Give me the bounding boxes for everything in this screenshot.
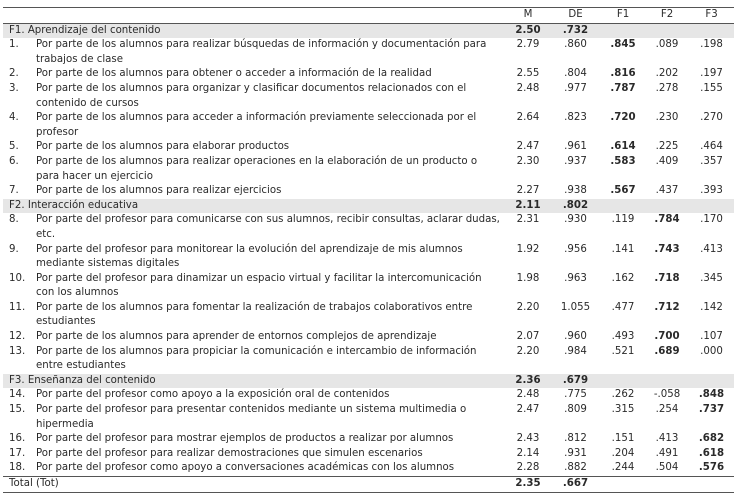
- item-label: [3, 140, 506, 155]
- item-text: Por parte del profesor para comunicarse con sus alumnos, recibir consultas, aclarar dudas, etc.: [36, 214, 500, 240]
- item-m: 2.20: [516, 345, 540, 357]
- item-f3: .345: [700, 272, 723, 284]
- total-de: .667: [550, 477, 601, 493]
- item-number: 5.: [9, 141, 19, 153]
- item-f3: .357: [700, 155, 723, 167]
- item-cell: [9, 330, 506, 345]
- item-f1: .845: [610, 39, 636, 51]
- item-f1: .204: [611, 447, 635, 459]
- item-f2: .491: [655, 447, 679, 459]
- table-row: [3, 388, 734, 403]
- item-f2: .278: [655, 82, 679, 94]
- item-f2: .437: [655, 185, 679, 197]
- section-row: [3, 23, 734, 38]
- table-row: [3, 82, 734, 111]
- item-number: 13.: [9, 345, 26, 357]
- item-label: [3, 403, 506, 432]
- item-cell: [9, 447, 506, 462]
- item-cell: [9, 243, 506, 272]
- item-number: 16.: [9, 433, 26, 445]
- item-label: [3, 184, 506, 199]
- item-f2: .712: [654, 301, 680, 313]
- item-cell: [9, 388, 506, 403]
- header-f2: F2: [645, 8, 689, 24]
- item-m: 2.30: [516, 155, 540, 167]
- item-m: 2.27: [516, 185, 540, 197]
- section-title: F3. Enseñanza del contenido: [3, 374, 506, 389]
- item-m: 2.47: [516, 404, 540, 416]
- item-text: Por parte de los alumnos para fomentar la realización de trabajos colaborativos entre estudiantes: [36, 301, 473, 328]
- item-f3: .618: [698, 447, 725, 459]
- item-label: [3, 67, 506, 82]
- item-f2: .743: [654, 243, 680, 255]
- item-f3: .682: [698, 433, 725, 445]
- header-row: [3, 8, 734, 24]
- header-m: M: [506, 8, 550, 24]
- item-cell: [9, 432, 506, 447]
- item-f1: .567: [610, 185, 636, 197]
- section-m: 2.11: [506, 199, 550, 214]
- item-f3: .000: [700, 345, 723, 357]
- total-m: 2.35: [506, 477, 550, 493]
- section-title: F1. Aprendizaje del contenido: [3, 23, 506, 38]
- section-f1: [601, 374, 645, 389]
- table-row: [3, 330, 734, 345]
- item-m: 2.64: [516, 112, 540, 124]
- item-m: 2.48: [516, 82, 540, 94]
- item-de: .931: [564, 447, 587, 459]
- item-label: [3, 82, 506, 111]
- item-m: 2.47: [516, 141, 540, 153]
- item-de: .812: [564, 433, 587, 445]
- item-de: 1.055: [560, 301, 591, 313]
- item-cell: [9, 301, 506, 330]
- item-number: 8.: [9, 214, 19, 226]
- table-row: [3, 38, 734, 67]
- table-row: [3, 140, 734, 155]
- item-m: 2.14: [516, 447, 540, 459]
- total-label: Total (Tot): [3, 477, 506, 493]
- item-f3: .155: [700, 82, 723, 94]
- item-cell: [9, 82, 506, 111]
- item-number: 11.: [9, 301, 26, 313]
- item-f2: .254: [655, 404, 679, 416]
- item-de: .963: [564, 272, 587, 284]
- item-f1: .244: [611, 462, 635, 474]
- item-f1: .162: [611, 272, 635, 284]
- item-f2: .718: [654, 272, 680, 284]
- section-title: F2. Interacción educativa: [3, 199, 506, 214]
- table-row: [3, 67, 734, 82]
- item-cell: [9, 403, 506, 432]
- item-cell: [9, 38, 506, 67]
- item-cell: [9, 272, 506, 301]
- item-m: 1.98: [516, 272, 540, 284]
- section-de: .732: [550, 23, 601, 38]
- item-de: .961: [564, 141, 587, 153]
- item-de: .860: [564, 39, 587, 51]
- item-f3: .413: [700, 243, 723, 255]
- item-de: .984: [564, 345, 587, 357]
- item-text: Por parte de los alumnos para realizar operaciones en la elaboración de un producto o para hacer un ejercicio: [36, 155, 478, 182]
- item-label: [3, 213, 506, 242]
- factor-table: [3, 7, 734, 493]
- item-f3: .197: [700, 68, 723, 80]
- item-m: 2.07: [516, 331, 540, 343]
- item-number: 3.: [9, 82, 19, 94]
- item-label: [3, 345, 506, 374]
- item-f1: .614: [610, 141, 636, 153]
- item-number: 6.: [9, 155, 19, 167]
- item-f2: .409: [655, 155, 679, 167]
- total-f3: [689, 477, 734, 493]
- item-cell: [9, 184, 506, 199]
- item-label: [3, 111, 506, 140]
- item-m: 2.79: [516, 39, 540, 51]
- item-text: Por parte del profesor para monitorear la evolución del aprendizaje de mis alumnos mediante sistemas digitales: [36, 243, 463, 270]
- total-f2: [645, 477, 689, 493]
- section-de: .679: [550, 374, 601, 389]
- table-row: [3, 461, 734, 476]
- table-row: [3, 155, 734, 184]
- item-text: Por parte del profesor como apoyo a conversaciones académicas con los alumnos: [36, 462, 455, 474]
- item-f3: .737: [698, 404, 725, 416]
- table-row: [3, 345, 734, 374]
- item-f3: .464: [700, 141, 723, 153]
- item-f1: .787: [610, 82, 636, 94]
- item-cell: [9, 345, 506, 374]
- item-f3: .107: [700, 331, 723, 343]
- section-f3: [689, 374, 734, 389]
- item-number: 10.: [9, 272, 26, 284]
- item-label: [3, 447, 506, 462]
- item-f2: .700: [654, 331, 680, 343]
- item-m: 2.48: [516, 389, 540, 401]
- item-de: .977: [564, 82, 587, 94]
- item-m: 2.31: [516, 214, 540, 226]
- item-f1: .493: [611, 331, 635, 343]
- table-row: [3, 403, 734, 432]
- item-cell: [9, 67, 506, 82]
- item-f2: .689: [654, 345, 680, 357]
- item-f1: .720: [610, 112, 636, 124]
- section-f2: [645, 199, 689, 214]
- section-f1: [601, 23, 645, 38]
- item-f2: .413: [655, 433, 679, 445]
- item-text: Por parte de los alumnos para organizar y clasificar documentos relacionados con el contenido de cursos: [36, 82, 467, 109]
- item-cell: [9, 155, 506, 184]
- section-f2: [645, 23, 689, 38]
- section-f1: [601, 199, 645, 214]
- item-de: .938: [564, 185, 587, 197]
- item-f2: .202: [655, 68, 679, 80]
- item-text: Por parte de los alumnos para realizar búsquedas de información y documentación para trabajos de clase: [36, 39, 487, 65]
- section-f2: [645, 374, 689, 389]
- item-text: Por parte del profesor para realizar demostraciones que simulen escenarios: [36, 447, 423, 459]
- item-f3: .198: [700, 39, 723, 51]
- item-number: 7.: [9, 185, 19, 197]
- item-de: .775: [564, 389, 587, 401]
- item-m: 2.43: [516, 433, 540, 445]
- item-f1: .521: [611, 345, 635, 357]
- item-number: 4.: [9, 112, 19, 124]
- item-f1: .583: [610, 155, 636, 167]
- item-label: [3, 330, 506, 345]
- total-f1: [601, 477, 645, 493]
- item-f2: .089: [655, 39, 679, 51]
- item-text: Por parte del profesor para mostrar ejemplos de productos a realizar por alumnos: [36, 433, 454, 445]
- item-number: 12.: [9, 331, 26, 343]
- table-row: [3, 243, 734, 272]
- item-f1: .119: [611, 214, 635, 226]
- section-f3: [689, 199, 734, 214]
- item-f1: .315: [611, 404, 635, 416]
- table-body: [3, 23, 734, 492]
- header-f1: F1: [601, 8, 645, 24]
- item-m: 2.28: [516, 462, 540, 474]
- header-label: [3, 8, 506, 24]
- item-cell: [9, 111, 506, 140]
- item-m: 2.20: [516, 301, 540, 313]
- item-f2: -.058: [653, 389, 681, 401]
- table-row: [3, 184, 734, 199]
- item-f3: .170: [700, 214, 723, 226]
- item-text: Por parte de los alumnos para propiciar la comunicación e intercambio de información entre estudiantes: [36, 345, 477, 372]
- item-number: 17.: [9, 447, 26, 459]
- table-row: [3, 432, 734, 447]
- item-text: Por parte de los alumnos para acceder a información previamente seleccionada por el profesor: [36, 112, 477, 138]
- item-f2: .504: [655, 462, 679, 474]
- item-f1: .151: [611, 433, 635, 445]
- item-text: Por parte de los alumnos para obtener o acceder a información de la realidad: [36, 68, 432, 80]
- section-f3: [689, 23, 734, 38]
- item-text: Por parte de los alumnos para realizar ejercicios: [36, 185, 282, 197]
- item-number: 14.: [9, 389, 26, 401]
- item-text: Por parte de los alumnos para aprender de entornos complejos de aprendizaje: [36, 331, 437, 343]
- item-f2: .784: [654, 214, 680, 226]
- item-de: .930: [564, 214, 587, 226]
- item-de: .956: [564, 243, 587, 255]
- item-f1: .477: [611, 301, 635, 313]
- item-label: [3, 243, 506, 272]
- section-de: .802: [550, 199, 601, 214]
- item-label: [3, 301, 506, 330]
- section-m: 2.50: [506, 23, 550, 38]
- item-de: .804: [564, 68, 587, 80]
- item-number: 2.: [9, 68, 19, 80]
- item-text: Por parte del profesor para presentar contenidos mediante un sistema multimedia o hipermedia: [36, 404, 467, 430]
- header-f3: F3: [689, 8, 734, 24]
- item-label: [3, 272, 506, 301]
- table-row: [3, 213, 734, 242]
- item-f3: .142: [700, 301, 723, 313]
- item-number: 9.: [9, 243, 19, 255]
- item-cell: [9, 213, 506, 242]
- item-text: Por parte del profesor para dinamizar un espacio virtual y facilitar la intercomunicación con los alumnos: [36, 272, 482, 299]
- item-de: .937: [564, 155, 587, 167]
- table-row: [3, 301, 734, 330]
- item-f2: .225: [655, 141, 679, 153]
- item-cell: [9, 140, 506, 155]
- header-de: DE: [550, 8, 601, 24]
- item-label: [3, 432, 506, 447]
- item-label: [3, 155, 506, 184]
- item-f3: .848: [698, 389, 725, 401]
- table-row: [3, 272, 734, 301]
- table-row: [3, 111, 734, 140]
- item-de: .823: [564, 112, 587, 124]
- item-label: [3, 388, 506, 403]
- item-f1: .262: [611, 389, 635, 401]
- item-f1: .141: [611, 243, 635, 255]
- item-text: Por parte del profesor como apoyo a la exposición oral de contenidos: [36, 389, 390, 401]
- item-text: Por parte de los alumnos para elaborar productos: [36, 141, 290, 153]
- item-f3: .270: [700, 112, 723, 124]
- table-row: [3, 447, 734, 462]
- item-f3: .576: [698, 462, 725, 474]
- item-f3: .393: [700, 185, 723, 197]
- section-m: 2.36: [506, 374, 550, 389]
- item-m: 1.92: [516, 243, 540, 255]
- item-label: [3, 38, 506, 67]
- item-de: .882: [564, 462, 587, 474]
- item-f2: .230: [655, 112, 679, 124]
- section-row: [3, 374, 734, 389]
- item-m: 2.55: [516, 68, 540, 80]
- item-number: 18.: [9, 462, 26, 474]
- item-number: 15.: [9, 404, 26, 416]
- item-de: .809: [564, 404, 587, 416]
- item-f1: .816: [610, 68, 636, 80]
- item-de: .960: [564, 331, 587, 343]
- total-row: [3, 477, 734, 493]
- item-number: 1.: [9, 39, 19, 51]
- item-label: [3, 461, 506, 476]
- section-row: [3, 199, 734, 214]
